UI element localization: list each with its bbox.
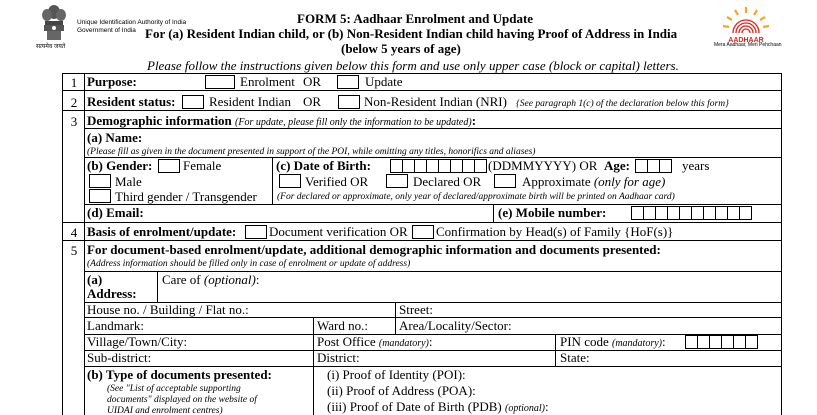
pdb-optional: (optional) [505, 403, 546, 414]
dob-verified-label: Verified OR [305, 174, 369, 189]
gender-female-checkbox[interactable] [158, 159, 180, 173]
address-section-a: (a) [87, 272, 103, 287]
hof-confirmation-checkbox[interactable] [412, 225, 434, 239]
nri-checkbox[interactable] [338, 95, 360, 109]
demographic-heading [87, 114, 476, 130]
document-verification-label: Document verification OR [269, 224, 408, 239]
nri-label: Non-Resident Indian (NRI) [364, 94, 507, 109]
dob-verified-checkbox[interactable] [279, 174, 301, 188]
pin-code-label [560, 335, 666, 351]
post-office-mandatory: (mandatory) [378, 338, 429, 349]
dob-approximate-label: Approximate [522, 174, 591, 189]
basis-label: Basis of enrolment/update: [87, 224, 237, 239]
dob-format: (DDMMYYYY) OR [488, 158, 598, 173]
name-note: (Please fill as given in the document presented in support of the POI, while omitting any titles, honorifics and aliases) [87, 147, 536, 157]
row-number-5: 5 [70, 243, 78, 258]
gender-label: (b) Gender: [87, 158, 153, 173]
demographic-label: Demographic information [87, 113, 232, 128]
address-note: (Address information should be filled only in case of enrolment or update of address) [87, 259, 411, 269]
purpose-enrolment-checkbox[interactable] [205, 75, 235, 89]
age-label: Age: [604, 158, 630, 173]
pdb-text: (iii) Proof of Date of Birth (PDB) [327, 399, 502, 414]
dob-cells[interactable] [390, 159, 486, 173]
district-label: District: [317, 350, 360, 365]
authority-line1: Unique Identification Authority of India [77, 19, 187, 26]
email-label: (d) Email: [87, 205, 144, 220]
landmark-label: Landmark: [87, 318, 145, 333]
gender-male-label: Male [115, 174, 142, 189]
gender-third-label: Third gender / Transgender [115, 189, 257, 204]
pin-code-mandatory: (mandatory) [612, 338, 662, 349]
post-office-colon: : [428, 334, 433, 349]
enrolment-form-table [62, 73, 782, 415]
street-label: Street: [399, 302, 433, 317]
row-number-1: 1 [70, 75, 78, 90]
purpose-or: OR [303, 74, 322, 89]
house-label: House no. / Building / Flat no.: [87, 302, 249, 317]
dob-declared-checkbox[interactable] [386, 174, 408, 188]
pin-code-colon: : [662, 334, 666, 349]
resident-or: OR [303, 94, 322, 109]
care-of-colon: : [255, 272, 260, 287]
document-type-note1: (See "List of acceptable supporting [107, 384, 241, 394]
name-label: (a) Name: [87, 130, 143, 145]
area-label: Area/Locality/Sector: [399, 318, 512, 333]
age-cells[interactable] [635, 159, 671, 173]
form-subtitle: For (a) Resident Indian child, or (b) Non-Resident Indian child having Proof of Address in India [145, 26, 678, 41]
aadhaar-logo-text: AADHAAR [728, 37, 764, 44]
authority-line2: Government of India [77, 27, 136, 34]
emblem-caption: सत्यमेव जयते [36, 44, 66, 50]
gender-female-label: Female [183, 158, 222, 173]
village-label: Village/Town/City: [87, 334, 188, 349]
ward-label: Ward no.: [317, 318, 368, 333]
post-office-text: Post Office [317, 334, 376, 349]
document-type-note2: documents" displayed on the website of [107, 395, 257, 405]
care-of-optional: (optional) [203, 272, 256, 287]
purpose-update-checkbox[interactable] [337, 75, 359, 89]
address-label: Address: [87, 286, 137, 301]
resident-indian-checkbox[interactable] [182, 95, 204, 109]
purpose-update-label: Update [365, 74, 403, 89]
dob-declared-label: Declared OR [413, 174, 482, 189]
post-office-label [317, 335, 433, 351]
row-number-2: 2 [70, 95, 78, 110]
document-based-heading: For document-based enrolment/update, additional demographic information and documents presented: [87, 242, 661, 257]
document-type-note3: UIDAI and enrolment centres) [107, 406, 223, 415]
form-subtitle-age: (below 5 years of age) [341, 41, 461, 56]
sub-district-label: Sub-district: [87, 350, 152, 365]
national-emblem-icon [38, 2, 70, 46]
resident-status-label: Resident status: [87, 94, 176, 109]
pin-code-cells[interactable] [685, 335, 757, 349]
dob-label: (c) Date of Birth: [276, 158, 371, 173]
aadhaar-caption: Mera Aadhaar, Meri Pehchaan [714, 42, 782, 48]
dob-note: (For declared or approximate, only year of declared/approximate birth will be printed on Aadhaar card) [277, 192, 675, 202]
form-instruction: Please follow the instructions given below this form and use only upper case (block or capital) letters. [147, 58, 679, 73]
form-title: FORM 5: Aadhaar Enrolment and Update [297, 11, 534, 26]
mobile-cells[interactable] [631, 206, 751, 220]
pdb-colon: : [545, 399, 549, 414]
purpose-enrolment-label: Enrolment [240, 74, 295, 89]
pdb-label [327, 400, 549, 415]
dob-approximate [522, 175, 665, 189]
care-of-label [162, 273, 260, 287]
demographic-note: (For update, please fill only the information to be updated) [235, 117, 472, 128]
hof-confirmation-label: Confirmation by Head(s) of Family {HoF(s)} [436, 224, 674, 239]
age-unit: years [682, 158, 710, 173]
purpose-label: Purpose: [87, 74, 137, 89]
form-header [0, 0, 817, 72]
resident-indian-label: Resident Indian [209, 94, 291, 109]
gender-third-checkbox[interactable] [89, 189, 111, 203]
nri-declaration-note: {See paragraph 1(c) of the declaration below this form} [516, 99, 729, 109]
dob-approximate-checkbox[interactable] [494, 174, 516, 188]
poi-label: (i) Proof of Identity (POI): [327, 367, 466, 382]
care-of-text: Care of [162, 272, 201, 287]
pin-code-text: PIN code [560, 334, 609, 349]
dob-approximate-note: (only for age) [593, 174, 666, 189]
row-number-3: 3 [70, 114, 78, 129]
document-verification-checkbox[interactable] [245, 225, 267, 239]
demographic-colon: : [471, 113, 477, 128]
mobile-label: (e) Mobile number: [498, 205, 607, 220]
poa-label: (ii) Proof of Address (POA): [327, 383, 476, 398]
state-label: State: [560, 350, 590, 365]
gender-male-checkbox[interactable] [89, 174, 111, 188]
row-number-4: 4 [70, 225, 78, 240]
document-type-label: (b) Type of documents presented: [87, 367, 272, 382]
